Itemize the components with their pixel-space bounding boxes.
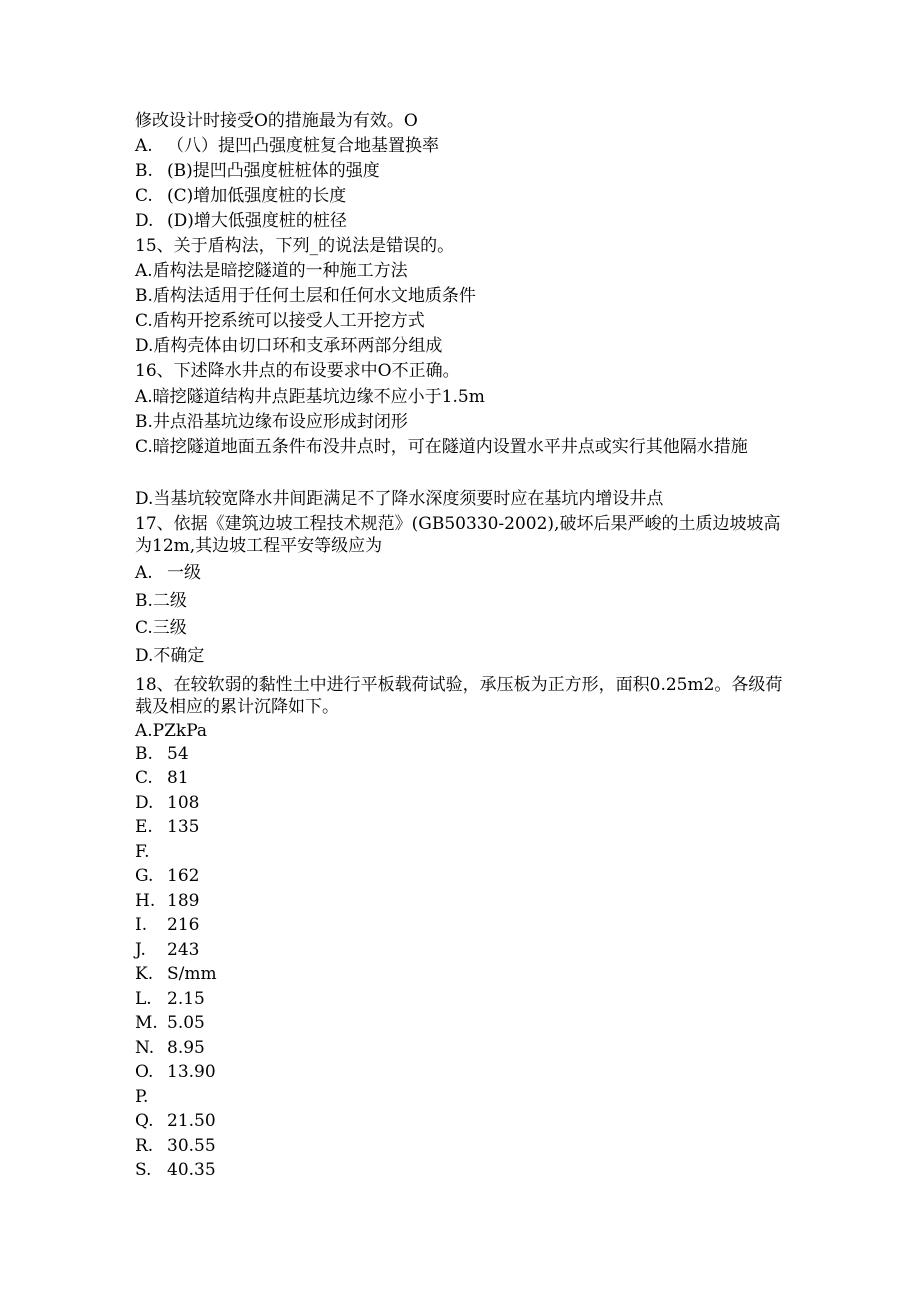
option-a: A.暗挖隧道结构井点距基坑边缘不应小于1.5m: [135, 387, 485, 407]
option-b: B.二级: [135, 591, 187, 611]
option-c: C.三级: [135, 618, 187, 638]
option-c: C.盾构开挖系统可以接受人工开挖方式: [135, 311, 425, 331]
option-d: D.不确定: [135, 646, 205, 666]
question-18: 18、在较软弱的黏性土中进行平板载荷试验，承压板为正方形，面积0.25m2。各级荷载及相应的累计沉降如下。: [135, 675, 783, 717]
option-k: K. S/mm: [135, 964, 217, 984]
option-a: A. （八）提凹凸强度桩复合地基置换率: [135, 136, 439, 156]
option-c: C. 81: [135, 768, 189, 788]
option-d: D.盾构壳体由切口环和支承环两部分组成: [135, 336, 443, 356]
option-b: B. 54: [135, 744, 189, 764]
option-j: J. 243: [135, 940, 200, 960]
option-b: B.盾构法适用于任何土层和任何水文地质条件: [135, 286, 476, 306]
option-a: A.PZkPa: [135, 721, 208, 741]
option-l: L. 2.15: [135, 989, 205, 1009]
option-d: D. (D)增大低强度桩的桩径: [135, 211, 347, 231]
question-15: 15、关于盾构法，下列_的说法是错误的。: [135, 236, 455, 256]
option-b: B. (B)提凹凸强度桩桩体的强度: [135, 161, 380, 181]
option-n: N. 8.95: [135, 1038, 205, 1058]
option-a: A.盾构法是暗挖隧道的一种施工方法: [135, 261, 408, 281]
option-c: C.暗挖隧道地面五条件布没井点时，可在隧道内设置水平井点或实行其他隔水措施: [135, 437, 748, 457]
option-f: F.: [135, 842, 150, 862]
option-m: M. 5.05: [135, 1013, 205, 1033]
question-17: 17、依据《建筑边坡工程技术规范》(GB50330-2002),破坏后果严峻的土质边坡坡高为12m,其边坡工程平安等级应为: [135, 514, 781, 556]
option-q: Q. 21.50: [135, 1111, 216, 1131]
question-14-tail: 修改设计时接受O的措施最为有效。O: [135, 111, 418, 131]
option-b: B.井点沿基坑边缘布设应形成封闭形: [135, 412, 408, 432]
option-i: I. 216: [135, 915, 200, 935]
option-g: G. 162: [135, 866, 200, 886]
option-p: P.: [135, 1087, 149, 1107]
option-c: C. (C)增加低强度桩的长度: [135, 186, 347, 206]
option-a: A. 一级: [135, 563, 201, 583]
option-o: O. 13.90: [135, 1062, 216, 1082]
option-s: S. 40.35: [135, 1160, 216, 1180]
option-e: E. 135: [135, 817, 200, 837]
option-d: D. 108: [135, 793, 200, 813]
question-16: 16、下述降水井点的布设要求中O不正确。: [135, 361, 460, 381]
option-d: D.当基坑较宽降水井间距满足不了降水深度须要时应在基坑内增设井点: [135, 489, 664, 509]
option-h: H. 189: [135, 891, 200, 911]
option-r: R. 30.55: [135, 1136, 216, 1156]
